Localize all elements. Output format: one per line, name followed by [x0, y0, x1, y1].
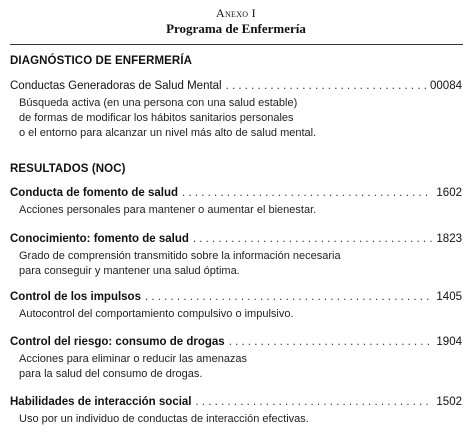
entry-code: 00084 — [430, 80, 462, 92]
entry-description — [19, 352, 462, 382]
dot-leader — [193, 232, 433, 247]
desc-line: Acciones personales para mantener o aumentar el bienestar. — [19, 204, 317, 216]
diagnosis-heading: DIAGNÓSTICO DE ENFERMERÍA — [10, 55, 193, 67]
entry-title-row — [10, 232, 462, 247]
entry-code: 1405 — [436, 291, 462, 303]
entry-description — [19, 307, 462, 322]
desc-line: Acciones para eliminar o reducir las amenazas — [19, 353, 248, 365]
entry-code: 1602 — [436, 187, 462, 199]
dot-leader — [229, 335, 433, 350]
entry-title-row — [10, 290, 462, 305]
entry-title-row — [10, 395, 462, 410]
entry-title-row — [10, 335, 462, 350]
desc-line: Búsqueda activa (en una persona con una salud estable) — [19, 97, 298, 109]
annex-label: Anexo I — [216, 6, 256, 20]
header-divider — [10, 44, 463, 45]
result-entry — [10, 232, 462, 279]
entry-description — [19, 96, 462, 141]
result-entry — [10, 335, 462, 382]
desc-line: para conseguir y mantener una salud óptima. — [19, 265, 240, 277]
result-entry — [10, 290, 462, 322]
entry-name: Control del riesgo: consumo de drogas — [10, 336, 225, 348]
entry-code: 1502 — [436, 396, 462, 408]
desc-line: para la salud del consumo de drogas. — [19, 368, 203, 380]
results-heading: RESULTADOS (NOC) — [10, 163, 126, 175]
entry-description — [19, 249, 462, 279]
desc-line: Uso por un individuo de conductas de interacción efectivas. — [19, 413, 309, 425]
desc-line: de formas de modificar los hábitos sanitarios personales — [19, 112, 294, 124]
desc-line: o el entorno para alcanzar un nivel más alto de salud mental. — [19, 127, 317, 139]
entry-description — [19, 412, 462, 427]
result-entry — [10, 186, 462, 218]
desc-line: Grado de comprensión transmitido sobre la información necesaria — [19, 250, 341, 262]
entry-title-row — [10, 79, 462, 94]
entry-code: 1904 — [436, 336, 462, 348]
page-title: Programa de Enfermería — [166, 21, 306, 36]
entry-name: Conducta de fomento de salud — [10, 187, 179, 199]
entry-code: 1823 — [436, 233, 462, 245]
entry-title-row — [10, 186, 462, 201]
dot-leader — [226, 79, 426, 94]
desc-line: Autocontrol del comportamiento compulsivo o impulsivo. — [19, 308, 294, 320]
entry-name: Conocimiento: fomento de salud — [10, 233, 189, 245]
entry-name: Conductas Generadoras de Salud Mental — [10, 80, 222, 92]
dot-leader — [182, 186, 432, 201]
result-entry — [10, 395, 462, 427]
dot-leader — [145, 290, 432, 305]
entry-description — [19, 203, 462, 218]
dot-leader — [196, 395, 433, 410]
entry-name: Habilidades de interacción social — [10, 396, 192, 408]
entry-name: Control de los impulsos — [10, 291, 141, 303]
diagnosis-entry — [10, 79, 462, 141]
